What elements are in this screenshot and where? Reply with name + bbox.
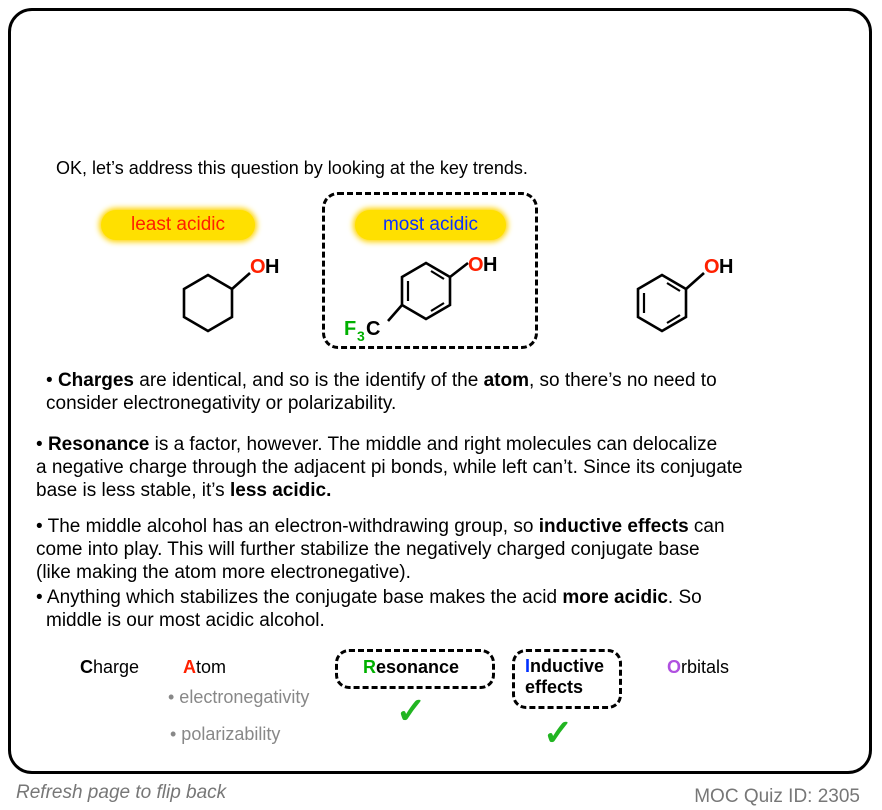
- svg-text:H: H: [719, 256, 734, 278]
- intro-text: OK, let’s address this question by looking at the key trends.: [56, 158, 528, 178]
- svg-text:F: F: [344, 318, 357, 340]
- cario-orbitals: Orbitals: [667, 657, 730, 677]
- hydroxyl-h-label: H: [265, 256, 280, 278]
- cyclohexanol-structure: [160, 245, 300, 345]
- resonance-paragraph: • Resonance is a factor, however. The middle and right molecules can delocalize a negative charge through the adjacent pi bonds, while left can’t. Since its conjugate base is less stable, it’s less acidic.: [36, 434, 743, 501]
- cario-atom: Atom: [183, 657, 227, 677]
- svg-text:H: H: [483, 254, 498, 276]
- least-acidic-label: least acidic: [101, 210, 255, 240]
- refresh-hint: Refresh page to flip back: [16, 782, 227, 803]
- trifluoromethylphenol-structure: [338, 245, 528, 345]
- quiz-id: MOC Quiz ID: 2305: [694, 786, 860, 807]
- cario-inductive: Inductive effects: [525, 656, 605, 697]
- inductive-paragraph: • The middle alcohol has an electron-withdrawing group, so inductive effects can come into play. This will further stabilize the negatively charged conjugate base (like making the atom more electronegative).: [36, 516, 725, 583]
- most-acidic-label: most acidic: [355, 210, 506, 240]
- atom-sub-polarizability: • polarizability: [170, 724, 281, 744]
- conclusion-paragraph: • Anything which stabilizes the conjugate base makes the acid more acidic. So middle is our most acidic alcohol.: [36, 587, 702, 631]
- svg-text:O: O: [704, 256, 720, 278]
- phenol-structure: [620, 245, 760, 345]
- atom-sub-electronegativity: • electronegativity: [168, 687, 310, 707]
- inductive-check-icon: ✓: [543, 712, 574, 753]
- svg-text:O: O: [468, 254, 484, 276]
- resonance-check-icon: ✓: [396, 690, 427, 731]
- hydroxyl-o-label: O: [250, 256, 266, 278]
- svg-text:3: 3: [357, 328, 365, 344]
- cario-resonance: Resonance: [363, 657, 460, 677]
- charges-paragraph: • Charges are identical, and so is the identify of the atom, so there’s no need to consider electronegativity or polarizability.: [46, 370, 717, 414]
- svg-text:C: C: [366, 318, 381, 340]
- cario-charge: Charge: [80, 657, 140, 677]
